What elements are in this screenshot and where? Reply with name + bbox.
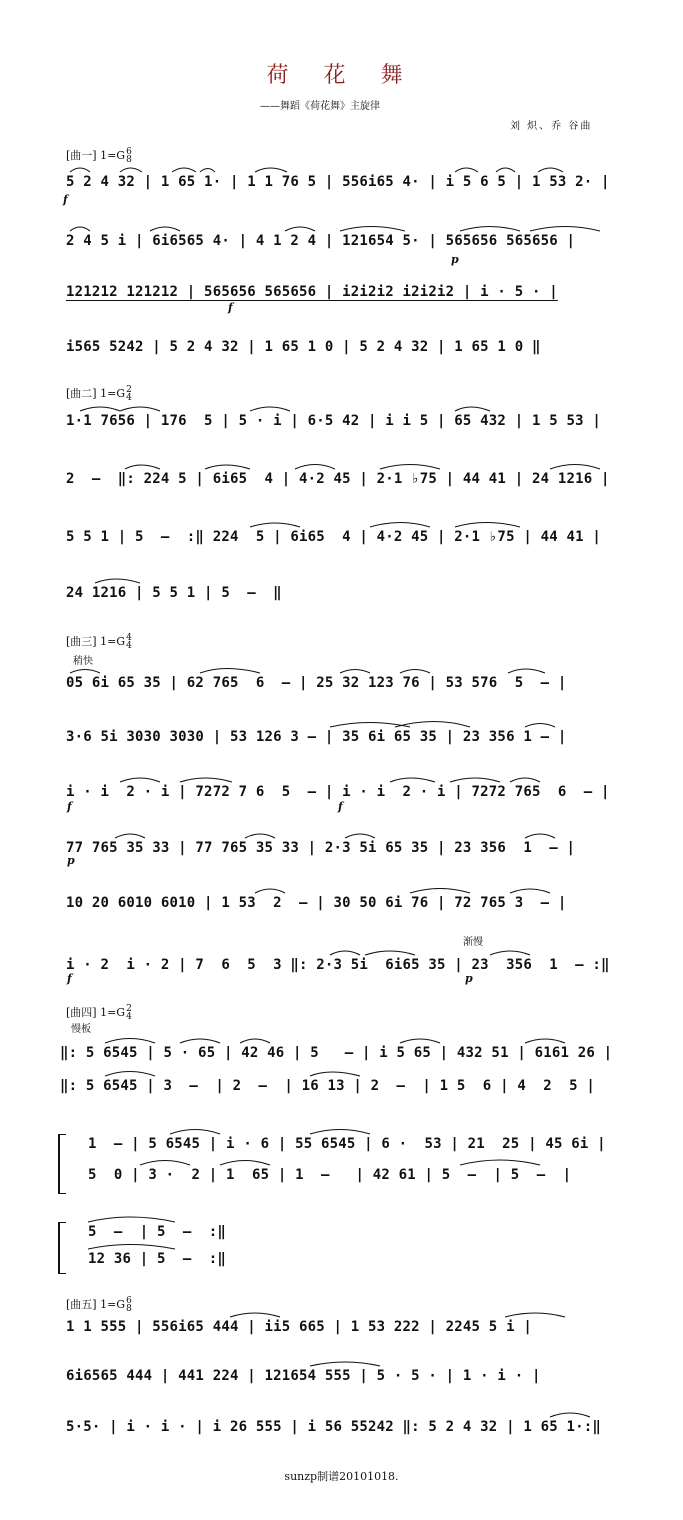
slur: [530, 227, 600, 232]
slur: [496, 168, 515, 172]
dynamic-piano: p: [465, 972, 473, 985]
score-line-10: 3·6 5i 3030 3030 | 53 126 3 – | 35 6i 65 35 | 23 356 1 – |: [66, 729, 567, 745]
slur: [80, 407, 120, 411]
score-line-16: ‖: 5 6545 | 3 – | 2 – | 16 13 | 2 – | 1 5 6 | 4 2 5 |: [60, 1078, 595, 1094]
slur: [550, 465, 600, 470]
score-line-14: i · 2 i · 2 | 7 6 5 3 ‖: 2·3 5i 6i65 35 | 23 356 1 – :‖: [66, 957, 610, 973]
slur: [245, 834, 275, 838]
slur: [505, 1313, 565, 1317]
score-line-1: 5 2 4 32 | 1 65 1· | 1 1 76 5 | 556i65 4· | i 5 6 5 | 1 53 2· |: [66, 174, 610, 190]
slur: [250, 523, 300, 527]
slur: [310, 1130, 370, 1135]
score-line-19: 5 – | 5 – :‖: [88, 1224, 227, 1240]
tempo-mark-faster: 稍快: [73, 656, 93, 667]
score-line-12: 77 765 35 33 | 77 765 35 33 | 2·3 5i 65 35 | 23 356 1 – |: [66, 840, 576, 856]
subtitle: ——舞蹈《荷花舞》主旋律: [260, 101, 380, 112]
tempo-mark-slow: 慢板: [71, 1024, 91, 1035]
score-line-18: 5 0 | 3 · 2 | 1 65 | 1 – | 42 61 | 5 – | 5 – |: [88, 1167, 572, 1183]
slur: [508, 669, 545, 673]
slur: [380, 465, 440, 470]
slur: [510, 889, 550, 893]
slur: [550, 1413, 590, 1417]
slur: [120, 407, 160, 411]
slur: [255, 168, 287, 172]
dynamic-piano: p: [67, 854, 75, 867]
score-line-23: 5·5· | i · i · | i 26 555 | i 56 55242 ‖: 5 2 4 32 | 1 65 1·:‖: [66, 1419, 601, 1435]
system-brace: [58, 1134, 66, 1194]
score-line-22: 6i6565 444 | 441 224 | 121654 555 | 5 · 5 · | 1 · i · |: [66, 1368, 541, 1384]
dynamic-forte: f: [67, 972, 72, 985]
slur: [330, 951, 360, 955]
slur: [455, 523, 520, 528]
slur: [285, 227, 315, 231]
slur: [170, 1130, 220, 1135]
slur: [340, 227, 405, 232]
slur: [525, 834, 555, 838]
dynamic-forte: f: [67, 800, 72, 813]
slur: [95, 579, 140, 583]
slur: [295, 465, 335, 470]
section-header-4: [曲四] 1=G2 4: [66, 1004, 132, 1022]
slur: [180, 1039, 220, 1043]
section-header-3: [曲三] 1=G4 4: [66, 633, 132, 651]
score-line-2: 2 4 5 i | 6i6565 4· | 4 1 2 4 | 121654 5· | 565656 565656 |: [66, 233, 576, 249]
slur: [490, 951, 530, 955]
slur: [340, 670, 370, 674]
composer-credit: 刘 炽、乔 谷曲: [510, 121, 593, 132]
score-line-11: i · i 2 · i | 7272 7 6 5 – | i · i 2 · i | 7272 765 6 – |: [66, 784, 610, 800]
score-line-17: 1 – | 5 6545 | i · 6 | 55 6545 | 6 · 53 | 21 25 | 45 6i |: [88, 1136, 606, 1152]
slur: [330, 723, 410, 728]
dynamic-forte: f: [63, 193, 68, 206]
song-title: 荷 花 舞: [266, 63, 417, 88]
slur: [70, 227, 90, 231]
slur: [88, 1217, 175, 1222]
slur: [140, 1161, 190, 1166]
slur: [115, 834, 145, 838]
slur: [120, 778, 160, 782]
slur: [70, 168, 90, 172]
slur: [250, 407, 290, 411]
score-line-13: 10 20 6010 6010 | 1 53 2 – | 30 50 6i 76 | 72 765 3 – |: [66, 895, 567, 911]
score-line-4: i565 5242 | 5 2 4 32 | 1 65 1 0 | 5 2 4 32 | 1 65 1 0 ‖: [66, 339, 541, 355]
slur: [105, 1072, 155, 1077]
slur: [200, 169, 215, 173]
footer-credit: sunzp制谱20101018.: [284, 1470, 399, 1483]
score-line-20: 12 36 | 5 – :‖: [88, 1251, 227, 1267]
slur: [240, 1039, 270, 1043]
section-header-1: [曲一] 1=G6 8: [66, 147, 132, 165]
slur: [310, 1362, 380, 1366]
slur: [105, 1039, 155, 1044]
tempo-mark-slowing: 渐慢: [463, 937, 483, 948]
slur: [220, 1161, 270, 1166]
system-brace: [58, 1222, 66, 1274]
slur: [205, 465, 250, 469]
score-line-15: ‖: 5 6545 | 5 · 65 | 42 46 | 5 – | i 5 65 | 432 51 | 6161 26 |: [60, 1045, 613, 1061]
slur: [510, 778, 540, 782]
slur: [230, 1313, 280, 1317]
slur: [410, 889, 470, 894]
slur: [460, 227, 520, 232]
score-line-7: 5 5 1 | 5 – :‖ 224 5 | 6i65 4 | 4·2 45 | 2·1 ♭75 | 44 41 |: [66, 529, 601, 545]
slur: [400, 1039, 440, 1043]
slur: [310, 1072, 360, 1076]
dynamic-piano: p: [451, 253, 459, 266]
section-header-5: [曲五] 1=G6 8: [66, 1296, 132, 1314]
slur: [525, 1039, 565, 1043]
score-line-8: 24 1216 | 5 5 1 | 5 – ‖: [66, 585, 282, 601]
slur: [455, 407, 490, 411]
slur: [390, 778, 435, 782]
slur: [255, 889, 285, 893]
slur: [180, 778, 232, 782]
score-line-21: 1 1 555 | 556i65 444 | ii5 665 | 1 53 222 | 2245 5 i |: [66, 1319, 532, 1335]
slur: [455, 168, 478, 172]
slur: [395, 722, 470, 728]
score-line-6: 2 – ‖: 224 5 | 6i65 4 | 4·2 45 | 2·1 ♭75 | 44 41 | 24 1216 |: [66, 471, 610, 487]
score-line-5: 1·1 7656 | 176 5 | 5 · i | 6·5 42 | i i 5 | 65 432 | 1 5 53 |: [66, 413, 601, 429]
slur: [125, 465, 160, 469]
slur: [120, 168, 142, 172]
slur: [400, 670, 430, 674]
slur: [525, 724, 555, 728]
dynamic-forte: f: [228, 301, 233, 314]
slur: [450, 778, 500, 782]
slur: [460, 1160, 540, 1165]
slur: [538, 168, 563, 172]
slur: [200, 669, 260, 674]
slur: [150, 227, 180, 231]
slur: [365, 951, 415, 955]
slur: [172, 168, 196, 172]
section-header-2: [曲二] 1=G2 4: [66, 385, 132, 403]
slur: [370, 523, 430, 528]
dynamic-forte: f: [338, 800, 343, 813]
slur: [70, 670, 100, 674]
slur: [88, 1245, 175, 1250]
score-line-3: 121212 121212 | 565656 565656 | i2i2i2 i2i2i2 | i · 5 · |: [66, 284, 558, 300]
slur: [345, 834, 375, 838]
score-line-9: 05 6i 65 35 | 62 765 6 – | 25 32 123 76 | 53 576 5 – |: [66, 675, 567, 691]
